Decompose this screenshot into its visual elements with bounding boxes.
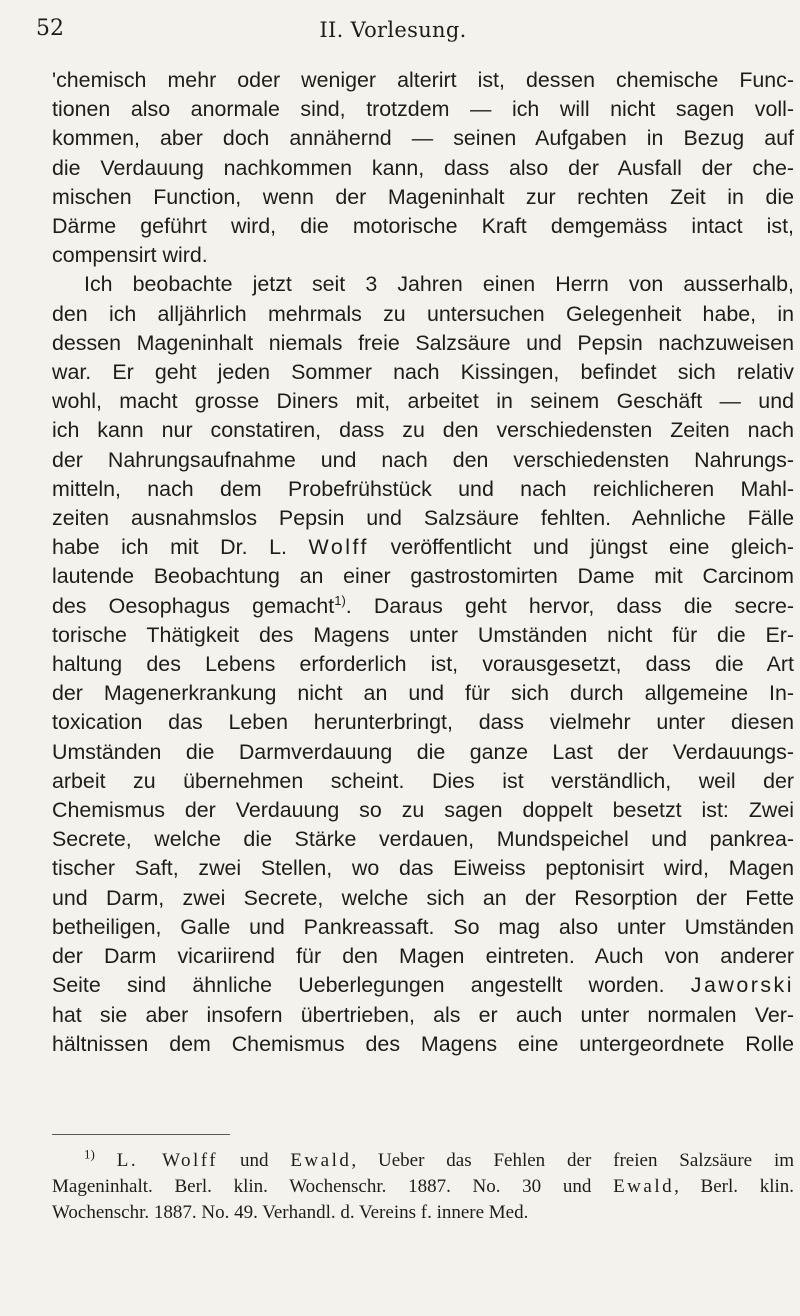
footnote-divider [52, 1134, 230, 1135]
text-line: Umständen die Darmverdauung die ganze Last der Verdauungs- [52, 739, 794, 764]
footnote-line [52, 1148, 794, 1174]
author-name: Wolff [308, 535, 369, 560]
author-name: Ewald [290, 1150, 352, 1171]
text-line: Därme geführt wird, die motorische Kraft demgemäss intact ist, [52, 214, 794, 239]
text-fragment: des Oesophagus gemacht [52, 593, 335, 618]
text-line: zeiten ausnahmslos Pepsin und Salzsäure fehlten. Aehnliche Fälle [52, 506, 794, 531]
text-line: mitteln, nach dem Probefrühstück und nach reichlicheren Mahl- [52, 476, 794, 501]
text-line: den ich alljährlich mehrmals zu untersuchen Gelegenheit habe, in [52, 301, 794, 326]
footnote-reference: 1) [334, 592, 346, 608]
text-line: haltung des Lebens erforderlich ist, vorausgesetzt, dass die Art [52, 652, 794, 677]
text-line: Secrete, welche die Stärke verdauen, Mundspeichel und pankrea- [52, 827, 794, 852]
text-fragment: , Berl. klin. [674, 1176, 795, 1197]
text-line: der Nahrungsaufnahme und nach den verschiedensten Nahrungs- [52, 447, 794, 472]
text-line: compensirt wird. [52, 243, 208, 268]
text-fragment: , Ueber das Fehlen der freien Salzsäure im [351, 1150, 795, 1171]
text-line: dessen Mageninhalt niemals freie Salzsäure und Pepsin nachzuweisen [52, 330, 794, 355]
text-line: mischen Function, wenn der Mageninhalt zur rechten Zeit in die [52, 184, 794, 209]
text-line: ich kann nur constatiren, dass zu den verschiedensten Zeiten nach [52, 418, 794, 443]
text-line: Chemismus der Verdauung so zu sagen doppelt besetzt ist: Zwei [52, 798, 794, 823]
text-line: betheiligen, Galle und Pankreassaft. So mag also unter Umständen [52, 914, 794, 939]
author-name: Jaworski [690, 973, 794, 998]
text-line: arbeit zu übernehmen scheint. Dies ist verständlich, weil der [52, 768, 794, 793]
text-line [52, 592, 794, 621]
page-number: 52 [36, 16, 64, 41]
text-fragment: Seite sind ähnliche Ueberlegungen angestellt worden. [52, 973, 691, 998]
text-line [52, 533, 794, 562]
text-line: lautende Beobachtung an einer gastrostomirten Dame mit Carcinom [52, 564, 794, 589]
text-line: und Darm, zwei Secrete, welche sich an der Resorption der Fette [52, 885, 794, 910]
author-name: L. Wolff [116, 1150, 219, 1171]
running-head: II. Vorlesung. [319, 18, 467, 42]
text-fragment: . Daraus geht hervor, dass die secre- [345, 593, 794, 618]
footnote [52, 1148, 794, 1226]
text-line: kommen, aber doch annähernd — seinen Aufgaben in Bezug auf [52, 126, 794, 151]
text-fragment: veröffentlicht und jüngst eine gleich- [368, 535, 794, 560]
text-fragment: habe ich mit Dr. L. [52, 535, 309, 560]
text-fragment: Mageninhalt. Berl. klin. Wochenschr. 1887. No. 30 und [52, 1176, 614, 1197]
text-line: der Darm vicariirend für den Magen eintreten. Auch von anderer [52, 944, 794, 969]
footnote-line: Wochenschr. 1887. No. 49. Verhandl. d. Vereins f. innere Med. [52, 1202, 529, 1223]
text-line: tischer Saft, zwei Stellen, wo das Eiweiss peptonisirt wird, Magen [52, 856, 794, 881]
text-line: der Magenerkrankung nicht an und für sich durch allgemeine In- [52, 681, 794, 706]
text-line: toxication das Leben herunterbringt, dass vielmehr unter diesen [52, 710, 794, 735]
text-line: die Verdauung nachkommen kann, dass also der Ausfall der che- [52, 155, 794, 180]
text-line: hat sie aber insofern übertrieben, als er auch unter normalen Ver- [52, 1002, 794, 1027]
text-line: wohl, macht grosse Diners mit, arbeitet in seinem Geschäft — und [52, 389, 794, 414]
main-text [52, 66, 794, 1059]
text-line: tionen also anormale sind, trotzdem — ich will nicht sagen voll- [52, 97, 794, 122]
page-header [36, 16, 750, 48]
footnote-marker: 1) [84, 1146, 95, 1162]
author-name: Ewald [613, 1176, 675, 1197]
footnote-line [52, 1174, 794, 1200]
text-line [52, 971, 794, 1000]
text-line: war. Er geht jeden Sommer nach Kissingen, befindet sich relativ [52, 360, 794, 385]
text-line: torische Thätigkeit des Magens unter Umständen nicht für die Er- [52, 622, 794, 647]
text-line: 'chemisch mehr oder weniger alterirt ist, dessen chemische Func- [52, 68, 794, 92]
text-line: hältnissen dem Chemismus des Magens eine untergeordnete Rolle [52, 1031, 794, 1056]
text-fragment: und [218, 1150, 291, 1171]
text-line: Ich beobachte jetzt seit 3 Jahren einen Herrn von ausserhalb, [84, 272, 794, 297]
